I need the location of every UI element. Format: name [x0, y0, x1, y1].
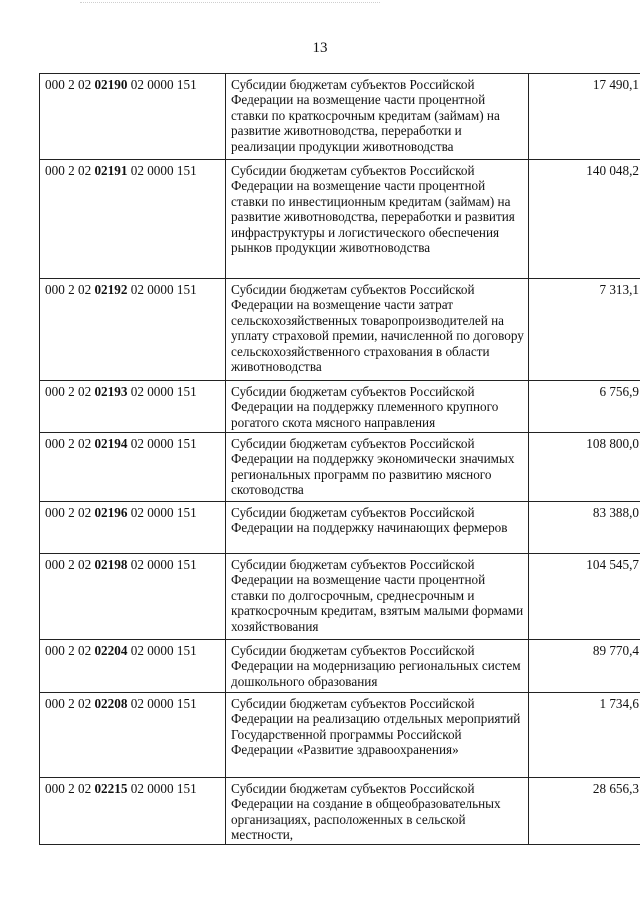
budget-table: [39, 73, 640, 845]
description-cell: Субсидии бюджетам субъектов Российской Федерации на реализацию отдельных мероприятий Государственной программы Российской Федерации «Развитие здравоохранения»: [226, 693, 529, 778]
budget-code-prefix: 000 2 02: [45, 696, 95, 711]
budget-code-cell: [40, 160, 226, 279]
amount-cell: 17 490,1: [529, 74, 640, 160]
budget-code-bold: 02198: [94, 557, 128, 572]
budget-code-suffix: 02 0000 151: [127, 505, 197, 520]
budget-code-bold: 02208: [94, 696, 128, 711]
budget-code-prefix: 000 2 02: [45, 436, 95, 451]
budget-code-prefix: 000 2 02: [45, 384, 95, 399]
budget-code-bold: 02191: [94, 163, 128, 178]
table-row: [40, 74, 640, 160]
table-row: [40, 502, 640, 554]
description-cell: Субсидии бюджетам субъектов Российской Федерации на возмещение части процентной ставки по долгосрочным, среднесрочным и краткосрочным кредитам, взятым малыми формами хозяйствования: [226, 554, 529, 640]
budget-code-suffix: 02 0000 151: [127, 781, 197, 796]
budget-code-suffix: 02 0000 151: [127, 643, 197, 658]
description-cell: Субсидии бюджетам субъектов Российской Федерации на создание в общеобразовательных организациях, расположенных в сельской местности,: [226, 778, 529, 845]
table-row: [40, 693, 640, 778]
budget-code-prefix: 000 2 02: [45, 77, 95, 92]
description-cell: Субсидии бюджетам субъектов Российской Федерации на поддержку племенного крупного рогатого скота мясного направления: [226, 381, 529, 433]
table-row: [40, 433, 640, 502]
budget-code-cell: [40, 502, 226, 554]
budget-code-suffix: 02 0000 151: [127, 77, 197, 92]
budget-table-body: [40, 74, 640, 845]
description-cell: Субсидии бюджетам субъектов Российской Федерации на модернизацию региональных систем дошкольного образования: [226, 640, 529, 693]
budget-code-bold: 02196: [94, 505, 128, 520]
description-cell: Субсидии бюджетам субъектов Российской Федерации на возмещение части процентной ставки по краткосрочным кредитам (займам) на развитие животноводства, переработки и реализации продукции животноводства: [226, 74, 529, 160]
table-row: [40, 640, 640, 693]
budget-code-bold: 02204: [94, 643, 128, 658]
budget-code-bold: 02190: [94, 77, 128, 92]
amount-cell: 89 770,4: [529, 640, 640, 693]
budget-code-cell: [40, 778, 226, 845]
page-number: 13: [312, 40, 328, 56]
scan-artifact: [80, 2, 380, 7]
budget-code-cell: [40, 74, 226, 160]
budget-code-cell: [40, 381, 226, 433]
budget-code-cell: [40, 640, 226, 693]
description-cell: Субсидии бюджетам субъектов Российской Федерации на поддержку экономически значимых региональных программ по развитию мясного скотоводства: [226, 433, 529, 502]
budget-code-cell: [40, 693, 226, 778]
budget-code-prefix: 000 2 02: [45, 163, 95, 178]
budget-code-bold: 02194: [94, 436, 128, 451]
budget-code-prefix: 000 2 02: [45, 505, 95, 520]
budget-code-prefix: 000 2 02: [45, 643, 95, 658]
budget-code-suffix: 02 0000 151: [127, 696, 197, 711]
table-row: [40, 160, 640, 279]
budget-code-prefix: 000 2 02: [45, 781, 95, 796]
description-cell: Субсидии бюджетам субъектов Российской Федерации на возмещение части процентной ставки по инвестиционным кредитам (займам) на развитие животноводства, переработки и развития инфраструктуры и логистического обеспечения рынков продукции животноводства: [226, 160, 529, 279]
amount-cell: 108 800,0: [529, 433, 640, 502]
budget-code-suffix: 02 0000 151: [127, 282, 197, 297]
budget-code-bold: 02215: [94, 781, 128, 796]
budget-code-suffix: 02 0000 151: [127, 384, 197, 399]
budget-code-bold: 02193: [94, 384, 128, 399]
amount-cell: 6 756,9: [529, 381, 640, 433]
description-cell: Субсидии бюджетам субъектов Российской Федерации на поддержку начинающих фермеров: [226, 502, 529, 554]
amount-cell: 140 048,2: [529, 160, 640, 279]
budget-code-cell: [40, 554, 226, 640]
budget-code-prefix: 000 2 02: [45, 282, 95, 297]
budget-code-suffix: 02 0000 151: [127, 557, 197, 572]
amount-cell: 7 313,1: [529, 279, 640, 381]
amount-cell: 104 545,7: [529, 554, 640, 640]
budget-code-cell: [40, 433, 226, 502]
budget-code-cell: [40, 279, 226, 381]
description-cell: Субсидии бюджетам субъектов Российской Федерации на возмещение части затрат сельскохозяйственных товаропроизводителей на уплату страховой премии, начисленной по договору сельскохозяйственного страхования в области животноводства: [226, 279, 529, 381]
budget-code-bold: 02192: [94, 282, 128, 297]
table-row: [40, 778, 640, 845]
amount-cell: 83 388,0: [529, 502, 640, 554]
budget-code-suffix: 02 0000 151: [127, 163, 197, 178]
table-row: [40, 381, 640, 433]
amount-cell: 28 656,3: [529, 778, 640, 845]
budget-code-suffix: 02 0000 151: [127, 436, 197, 451]
amount-cell: 1 734,6: [529, 693, 640, 778]
table-row: [40, 279, 640, 381]
table-row: [40, 554, 640, 640]
budget-code-prefix: 000 2 02: [45, 557, 95, 572]
